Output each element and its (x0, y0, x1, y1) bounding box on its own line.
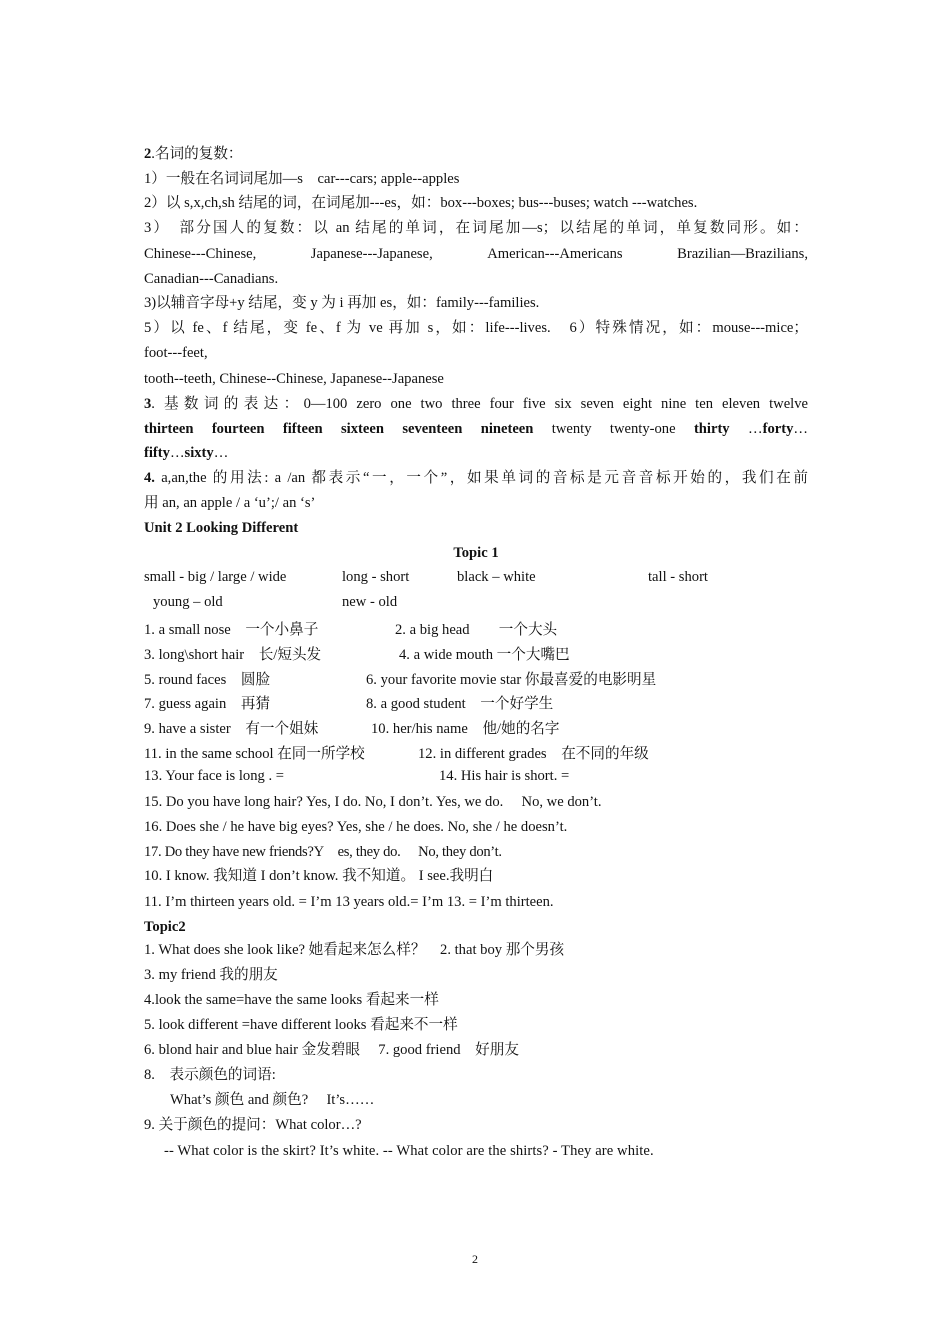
text-line: 5）以 fe、f 结尾，变 fe、f 为 ve 再加 s，如：life---lives. 6）特殊情况，如：mouse---mice； (144, 320, 808, 336)
opposite-pair: small - big / large / wide (144, 569, 287, 585)
text-line: 6. blond hair and blue hair 金发碧眼 7. good friend 好朋友 (144, 1042, 519, 1058)
text-line: 15. Do you have long hair? Yes, I do. No, I don’t. Yes, we do. No, we don’t. (144, 794, 602, 810)
text-line: foot---feet, (144, 345, 208, 361)
phrase-item: 7. guess again 再猜 (144, 696, 271, 712)
phrase-item: 5. round faces 圆脸 (144, 672, 271, 688)
section-3-heading: 3. 基数词的表达：0—100 zero one two three four five six seven eight nine ten eleven twelve (144, 396, 808, 412)
phrase-item: 4. a wide mouth 一个大嘴巴 (399, 647, 570, 663)
text-line: Canadian---Canadians. (144, 271, 279, 287)
text-line: 3)以辅音字母+y 结尾，变 y 为 i 再加 es，如：family---families. (144, 295, 540, 311)
text-line: 1. What does she look like? 她看起来怎么样？ 2. that boy 那个男孩 (144, 942, 565, 958)
text-line: 1）一般在名词词尾加—s car---cars; apple--apples (144, 171, 460, 187)
text-line: Chinese---Chinese, Japanese---Japanese, American---Americans Brazilian—Brazilians, (144, 246, 808, 262)
phrase-item: 9. have a sister 有一个姐妹 (144, 721, 319, 737)
phrase-item: 11. in the same school 在同一所学校 (144, 746, 365, 762)
section-4-heading: 4. a,an,the 的用法: a /an 都表示“一，一个”，如果单词的音标是元音音标开始的，我们在前 (144, 470, 808, 486)
page-number: 2 (472, 1252, 478, 1266)
text-line: 4.look the same=have the same looks 看起来一样 (144, 992, 439, 1008)
text-line: 10. I know. 我知道 I don’t know. 我不知道。 I see.我明白 (144, 868, 494, 884)
text-line: -- What color is the skirt? It’s white. -- What color are the shirts? - They are white. (164, 1143, 654, 1159)
text-line: 9. 关于颜色的提问：What color…? (144, 1117, 362, 1133)
phrase-item: 12. in different grades 在不同的年级 (418, 746, 649, 762)
phrase-item: 1. a small nose 一个小鼻子 (144, 622, 319, 638)
text-line: 16. Does she / he have big eyes? Yes, she / he does. No, she / he doesn’t. (144, 819, 568, 835)
text-line: 5. look different =have different looks 看起来不一样 (144, 1017, 458, 1033)
text-line: fifty…sixty… (144, 445, 229, 461)
text-line: tooth--teeth, Chinese--Chinese, Japanese--Japanese (144, 371, 444, 387)
opposite-pair: black – white (457, 569, 536, 585)
phrase-item: 6. your favorite movie star 你最喜爱的电影明星 (366, 672, 657, 688)
opposite-pair: young – old (153, 594, 223, 610)
text-line: thirteen fourteen fifteen sixteen seventeen nineteen twenty twenty-one thirty …forty… (144, 421, 808, 437)
text-line: 3. my friend 我的朋友 (144, 967, 278, 983)
phrase-item: 3. long\short hair 长/短头发 (144, 647, 322, 663)
phrase-item: 2. a big head 一个大头 (395, 622, 558, 638)
text-line: 17. Do they have new friends?Y es, they do. No, they don’t. (144, 844, 502, 860)
phrase-item: 10. her/his name 他/她的名字 (371, 721, 560, 737)
opposite-pair: tall - short (648, 569, 708, 585)
text-line: 2）以 s,x,ch,sh 结尾的词，在词尾加---es，如：box---boxes; bus---buses; watch ---watches. (144, 195, 698, 211)
topic-2-title: Topic2 (144, 919, 186, 935)
opposite-pair: long - short (342, 569, 410, 585)
opposite-pair: new - old (342, 594, 398, 610)
unit-title: Unit 2 Looking Different (144, 520, 299, 536)
phrase-item: 8. a good student 一个好学生 (366, 696, 554, 712)
text-line: 11. I’m thirteen years old. = I’m 13 years old.= I’m 13. = I’m thirteen. (144, 894, 554, 910)
section-2-heading: 2.名词的复数： (144, 146, 243, 162)
text-line: What’s 颜色 and 颜色? It’s…… (170, 1092, 375, 1108)
text-line: 3） 部分国人的复数：以 an 结尾的单词，在词尾加—s；以结尾的单词，单复数同形。如： (144, 220, 808, 236)
text-line: 8. 表示颜色的词语: (144, 1067, 276, 1083)
phrase-item: 14. His hair is short. = (439, 768, 570, 784)
text-line: 用 an, an apple / a ‘u’;/ an ‘s’ (144, 495, 316, 511)
phrase-item: 13. Your face is long . = (144, 768, 284, 784)
topic-1-title: Topic 1 (453, 545, 499, 561)
